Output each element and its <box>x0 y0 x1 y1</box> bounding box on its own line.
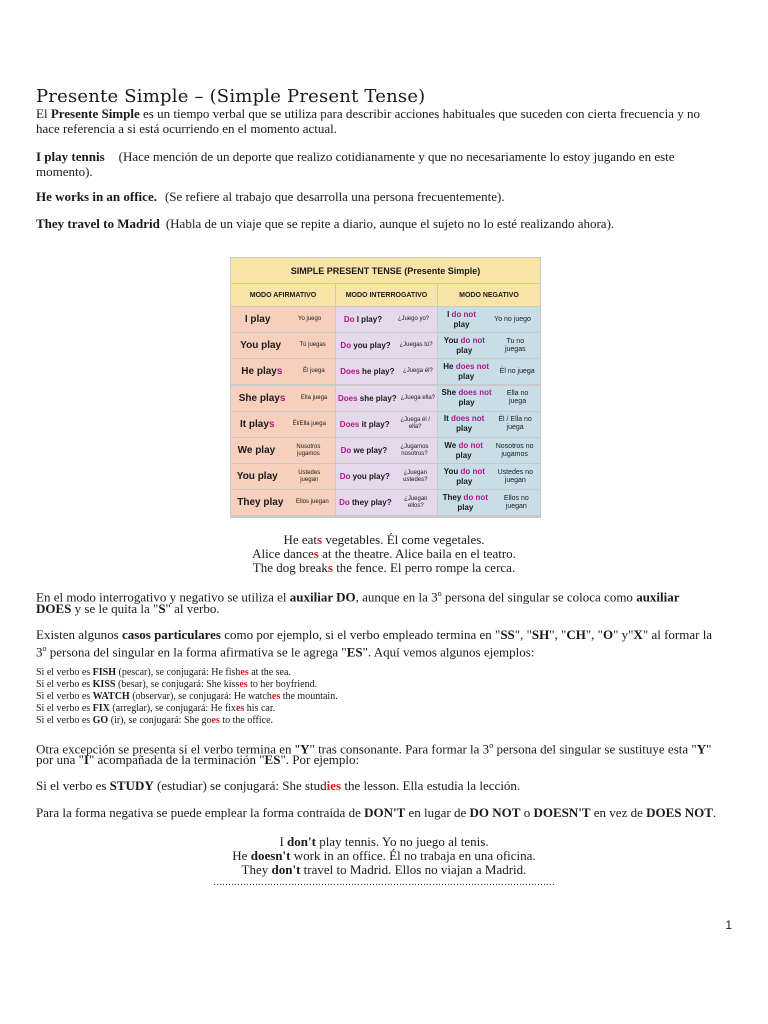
row-interrogative <box>336 438 437 463</box>
affirmative-translation: Yo juego <box>298 316 322 322</box>
affirmative-phrase: He plays <box>241 366 283 378</box>
negative-translation: Él no juega <box>499 367 535 375</box>
verb-example-kiss: Si el verbo es KISS (besar), se conjugará: She kisses to her boyfriend. <box>36 679 318 690</box>
verb-example-fix: Si el verbo es FIX (arreglar), se conjugará: He fixes his car. <box>36 703 276 714</box>
affirmative-translation: Él juega <box>303 368 325 375</box>
verb-example-watch: Si el verbo es WATCH (observar), se conjugará: He watches the mountain. <box>36 691 338 702</box>
dotted-separator: …………………………………………………………………………………………………… <box>213 877 555 887</box>
header-negative: MODO NEGATIVO <box>438 284 540 306</box>
row-interrogative <box>336 307 437 332</box>
interrogative-phrase: Do you play? <box>339 472 390 482</box>
example-2: He works in an office. (Se refiere al trabajo que desarrolla una persona frecuentemente). <box>36 189 505 204</box>
negative-translation: Él / Ella no juega <box>498 416 532 432</box>
row-affirmative <box>231 359 335 384</box>
simple-present-table <box>230 257 541 518</box>
cases-line-2: 3$^o$ persona del singular en la forma afirmativa se le agrega "ES". Aquí vemos algunos ejemplos: <box>36 644 535 660</box>
affirmative-phrase: It plays <box>240 418 275 430</box>
negative-phrase: I do not play <box>447 309 476 329</box>
row-interrogative <box>336 386 437 411</box>
centered-example-1: He eats vegetables. Él come vegetales. <box>283 532 485 547</box>
row-negative <box>438 359 540 384</box>
interrogative-phrase: Do they play? <box>339 498 392 508</box>
neg-example-1: I don't play tennis. Yo no juego al tenis. <box>279 834 489 849</box>
aux-line-2: DOES y se le quita la "S" al verbo. <box>36 601 220 616</box>
row-affirmative <box>231 307 335 332</box>
verb-example-fish: Si el verbo es FISH (pescar), se conjugará: He fishes at the sea. <box>36 667 291 678</box>
negative-phrase: It does not play <box>443 414 485 434</box>
row-negative <box>438 490 540 515</box>
intro-line-1: El Presente Simple es un tiempo verbal que se utiliza para describir acciones habituales que suceden con cierta frecuencia y no <box>36 106 700 121</box>
negative-phrase: You do not play <box>443 335 485 355</box>
row-affirmative <box>231 386 335 411</box>
negative-phrase: She does not play <box>441 388 492 408</box>
interrogative-translation: ¿Juega él? <box>403 368 433 375</box>
interrogative-phrase: Does it play? <box>339 419 390 429</box>
affirmative-phrase: You play <box>236 471 278 483</box>
negative-translation: Tu no juegas <box>504 337 526 353</box>
interrogative-phrase: Do we play? <box>340 446 388 455</box>
affirmative-translation: Nosotros jugamos <box>296 443 321 457</box>
negative-phrase: He does not play <box>443 361 490 381</box>
affirmative-translation: Él/Ella juega <box>292 420 326 427</box>
row-interrogative <box>336 333 437 358</box>
interrogative-translation: ¿Juegas tú? <box>399 342 433 349</box>
interrogative-phrase: Does he play? <box>340 367 395 377</box>
row-interrogative <box>336 412 437 437</box>
row-interrogative <box>336 490 437 515</box>
intro-line-2: hace referencia a si está ocurriendo en el momento actual. <box>36 121 338 136</box>
neg-example-3: They don't travel to Madrid. Ellos no viajan a Madrid. <box>241 862 527 877</box>
contraction-para: Para la forma negativa se puede emplear la forma contraída de DON'T en lugar de DO NOT o DOESN'T en vez de DOES NOT. <box>36 805 717 820</box>
negative-phrase: You do not play <box>443 466 485 486</box>
interrogative-translation: ¿Juegan ustedes? <box>403 469 428 483</box>
affirmative-translation: Ustedes juegan <box>298 469 321 483</box>
interrogative-phrase: Do I play? <box>343 315 383 324</box>
row-negative <box>438 438 540 463</box>
interrogative-translation: ¿Juega ella? <box>400 394 435 401</box>
negative-translation: Yo no juego <box>494 315 531 323</box>
centered-example-3: The dog breaks the fence. El perro rompe la cerca. <box>252 560 516 575</box>
example-1-cont: momento). <box>36 164 93 179</box>
page-number: 1 <box>725 918 732 932</box>
row-affirmative <box>231 490 335 515</box>
negative-translation: Ustedes no juegan <box>497 468 533 484</box>
negative-phrase: They do not play <box>442 492 488 512</box>
interrogative-phrase: Does she play? <box>337 393 397 403</box>
row-affirmative <box>231 464 335 489</box>
cases-line-1: Existen algunos casos particulares como por ejemplo, si el verbo empleado termina en "SS", "SH", "CH", "O" y"X" al formar la <box>36 627 713 642</box>
row-interrogative <box>336 464 437 489</box>
interrogative-translation: ¿Juegan ellos? <box>404 495 428 509</box>
row-negative <box>438 464 540 489</box>
negative-translation: Nosotros no jugamos <box>495 442 534 458</box>
affirmative-phrase: You play <box>240 340 282 352</box>
row-negative <box>438 386 540 411</box>
affirmative-phrase: She plays <box>238 392 286 404</box>
row-interrogative <box>336 359 437 384</box>
affirmative-phrase: We play <box>237 445 276 456</box>
row-negative <box>438 333 540 358</box>
row-affirmative <box>231 412 335 437</box>
negative-translation: Ellos no juegan <box>503 494 529 510</box>
row-affirmative <box>231 438 335 463</box>
negative-translation: Ella no juega <box>506 390 529 406</box>
y-line-2: por una "I" acompañada de la terminación "ES". Por ejemplo: <box>36 752 360 767</box>
y-line-1: Otra excepción se presenta si el verbo termina en "Y" tras consonante. Para formar la 3$^o$ persona del singular se sustituye esta "Y" <box>36 741 712 757</box>
row-negative <box>438 412 540 437</box>
neg-example-2: He doesn't work in an office. Él no trabaja en una oficina. <box>232 848 536 863</box>
aux-line-1: En el modo interrogativo y negativo se utiliza el auxiliar DO, aunque en la 3$^o$ persona del singular se coloca como auxiliar <box>36 589 680 605</box>
interrogative-translation: ¿Juega él / ella? <box>400 417 431 431</box>
header-interrogative: MODO INTERROGATIVO <box>336 284 437 306</box>
table-title: SIMPLE PRESENT TENSE (Presente Simple) <box>231 258 540 283</box>
row-affirmative <box>231 333 335 358</box>
affirmative-translation: Ella juega <box>300 394 328 401</box>
example-3: They travel to Madrid (Habla de un viaje que se repite a diario, aunque el sujeto no lo esté realizando ahora). <box>36 216 615 231</box>
interrogative-phrase: Do you play? <box>340 341 391 351</box>
interrogative-translation: ¿Juego yo? <box>397 316 430 322</box>
affirmative-translation: Tú juegas <box>299 342 326 349</box>
page-title: Presente Simple – (Simple Present Tense) <box>36 86 426 107</box>
header-affirmative: MODO AFIRMATIVO <box>231 284 335 306</box>
negative-phrase: We do not play <box>444 440 483 460</box>
example-1: I play tennis (Hace mención de un deporte que realizo cotidianamente y que no necesariamente lo estoy jugando en este <box>36 149 675 164</box>
affirmative-phrase: They play <box>237 497 284 509</box>
verb-example-go: Si el verbo es GO (ir), se conjugará: She goes to the office. <box>36 715 274 726</box>
affirmative-phrase: I play <box>244 314 271 325</box>
study-example: Si el verbo es STUDY (estudiar) se conjugará: She studies the lesson. Ella estudia la lección. <box>36 778 521 793</box>
centered-example-2: Alice dances at the theatre. Alice baila en el teatro. <box>252 546 516 561</box>
row-negative <box>438 307 540 332</box>
affirmative-translation: Ellos juegan <box>296 499 329 506</box>
interrogative-translation: ¿Jugamos nosotros? <box>400 443 429 457</box>
